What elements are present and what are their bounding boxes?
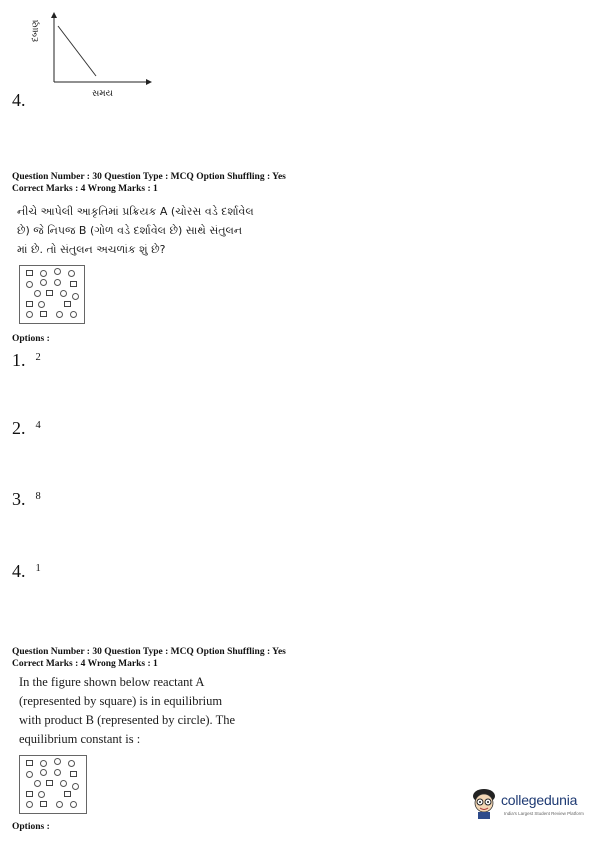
equilibrium-figure — [19, 265, 85, 324]
circle-B — [26, 311, 33, 318]
circle-B — [34, 780, 41, 787]
circle-B — [68, 270, 75, 277]
mascot-icon — [468, 786, 500, 820]
y-axis-label: દબાણ — [31, 19, 41, 42]
question-text-line1: નીચે આપેલી આકૃતિમાં પ્રક્રિયક A (ચોરસ વડે દર્શાવેલ — [17, 205, 254, 218]
circle-B — [56, 311, 63, 318]
square-A — [26, 791, 33, 797]
logo-wordmark: collegedunia — [501, 792, 578, 808]
options-label: Options : — [12, 334, 50, 344]
circle-B — [60, 780, 67, 787]
option-number: 4. — [12, 561, 26, 581]
circle-B — [26, 801, 33, 808]
option-1[interactable] — [12, 350, 41, 371]
circle-B — [72, 783, 79, 790]
circle-B — [26, 281, 33, 288]
question-text-line2: છે) જે નિપજ B (ગોળ વડે દર્શાવેલ છે) સાથે સંતુલન — [17, 224, 243, 237]
square-A — [40, 311, 47, 317]
question-meta-line1: Question Number : 30 Question Type : MCQ Option Shuffling : Yes — [12, 172, 286, 182]
circle-B — [72, 293, 79, 300]
circle-B — [70, 801, 77, 808]
circle-B — [26, 771, 33, 778]
circle-B — [40, 760, 47, 767]
question-text-line2: (represented by square) is in equilibrium — [19, 694, 223, 708]
circle-B — [70, 311, 77, 318]
circle-B — [40, 270, 47, 277]
circle-B — [34, 290, 41, 297]
circle-B — [54, 758, 61, 765]
question-text-line3: with product B (represented by circle). The — [19, 713, 236, 727]
question-meta-line2: Correct Marks : 4 Wrong Marks : 1 — [12, 659, 158, 669]
decreasing-line — [58, 26, 96, 76]
square-A — [64, 301, 71, 307]
option-4[interactable] — [12, 561, 41, 582]
option-value: 8 — [35, 491, 41, 502]
circle-B — [68, 760, 75, 767]
circle-B — [40, 769, 47, 776]
x-axis-label: સમય — [92, 89, 114, 99]
option-2[interactable] — [12, 418, 41, 439]
circle-B — [60, 290, 67, 297]
option-number: 2. — [12, 418, 26, 438]
option-number: 4. — [12, 90, 26, 110]
square-A — [64, 791, 71, 797]
square-A — [26, 301, 33, 307]
circle-B — [38, 301, 45, 308]
circle-B — [54, 279, 61, 286]
square-A — [26, 760, 33, 766]
square-A — [26, 270, 33, 276]
circle-B — [54, 769, 61, 776]
graph-axes — [30, 10, 170, 100]
option-value: 1 — [35, 563, 41, 574]
square-A — [70, 281, 77, 287]
options-label: Options : — [12, 822, 50, 832]
option-3[interactable] — [12, 489, 41, 510]
square-A — [46, 780, 53, 786]
square-A — [70, 771, 77, 777]
logo-tagline: India's Largest Student Review Platform — [504, 811, 584, 816]
option-value: 4 — [35, 420, 41, 431]
square-A — [40, 801, 47, 807]
question-text-line4: equilibrium constant is : — [19, 732, 141, 746]
circle-B — [40, 279, 47, 286]
option-number: 3. — [12, 489, 26, 509]
square-A — [46, 290, 53, 296]
question-meta-line1: Question Number : 30 Question Type : MCQ Option Shuffling : Yes — [12, 647, 286, 657]
question-text-line1: In the figure shown below reactant A — [19, 675, 205, 689]
circle-B — [56, 801, 63, 808]
question-text-line3: માં છે. તો સંતુલન અચળાંક શું છે? — [17, 243, 166, 256]
collegedunia-logo — [468, 786, 590, 826]
question-meta-line2: Correct Marks : 4 Wrong Marks : 1 — [12, 184, 158, 194]
option-number: 1. — [12, 350, 26, 370]
circle-B — [54, 268, 61, 275]
circle-B — [38, 791, 45, 798]
option-value: 2 — [35, 352, 41, 363]
equilibrium-figure — [19, 755, 87, 814]
